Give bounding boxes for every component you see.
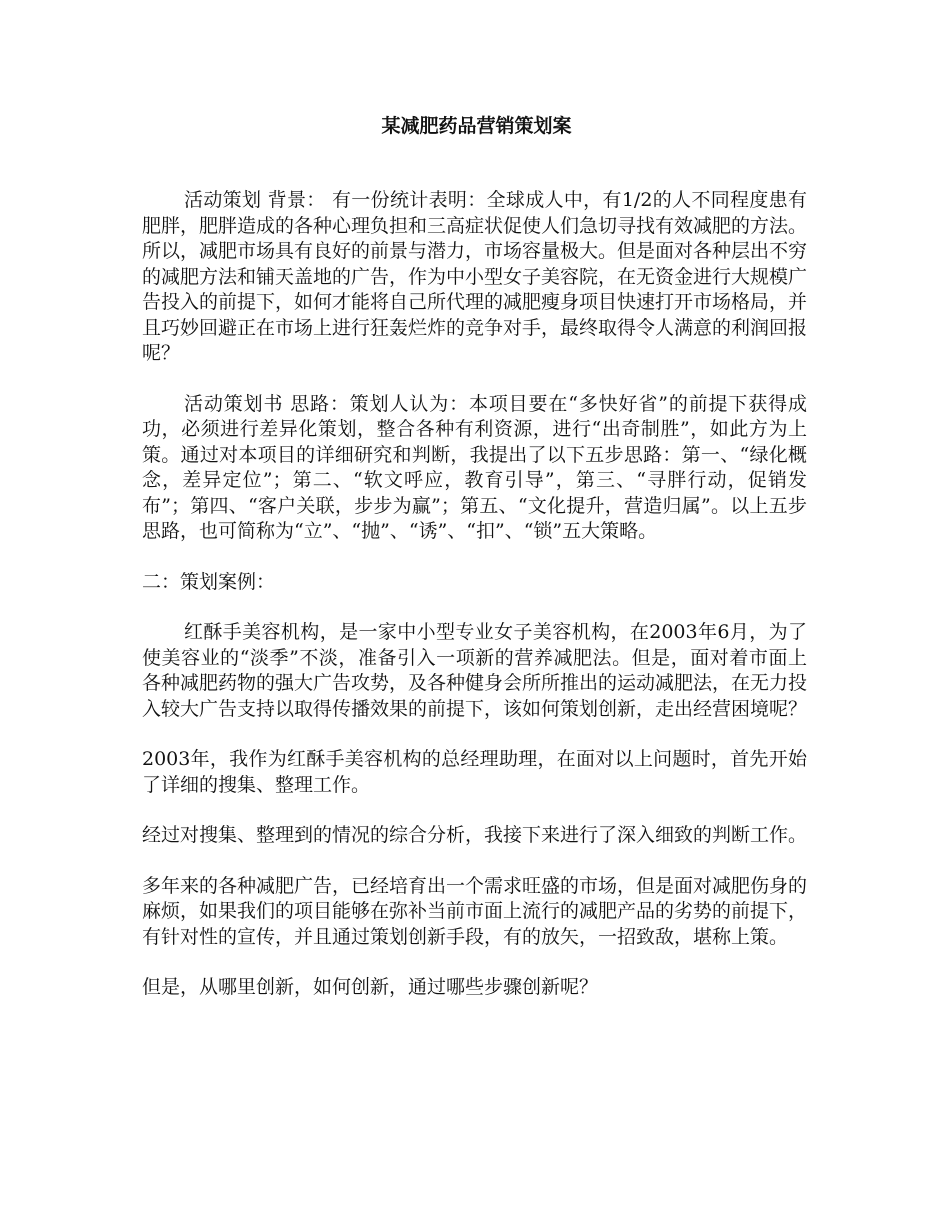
document-page	[142, 112, 807, 1026]
paragraph-approach: 活动策划书 思路：策划人认为：本项目要在“多快好省”的前提下获得成功，必须进行差异化策划，整合各种有利资源，进行“出奇制胜”，如此方为上策。通过对本项目的详细研究和判断，我提出了以下五步思路：第一、“绿化概念，差异定位”；第二、“软文呼应，教育引导”，第三、“寻胖行动，促销发布”；第四、“客户关联，步步为赢”；第五、“文化提升，营造归属”。以上五步思路，也可简称为“立”、“抛”、“诱”、“扣”、“锁”五大策略。	[142, 392, 807, 542]
document-title: 某减肥药品营销策划案	[381, 115, 572, 137]
section-heading-case: 二：策划案例：	[142, 570, 276, 593]
paragraph-analysis: 经过对搜集、整理到的情况的综合分析，我接下来进行了深入细致的判断工作。	[142, 824, 808, 846]
paragraph-question: 但是，从哪里创新，如何创新，通过哪些步骤创新呢？	[142, 976, 599, 998]
paragraph-case-intro: 红酥手美容机构，是一家中小型专业女子美容机构，在2003年6月，为了使美容业的“淡季”不淡，准备引入一项新的营养减肥法。但是，面对着市面上各种减肥药物的强大广告攻势，及各种健身会所所推出的运动减肥法，在无力投入较大广告支持以取得传播效果的前提下，该如何策划创新，走出经营困境呢？	[142, 621, 808, 720]
paragraph-market: 多年来的各种减肥广告，已经培育出一个需求旺盛的市场，但是面对减肥伤身的麻烦，如果我们的项目能够在弥补当前市面上流行的减肥产品的劣势的前提下，有针对性的宣传，并且通过策划创新手段，有的放矢，一招致敌，堪称上策。	[142, 874, 808, 948]
paragraph-background: 活动策划 背景： 有一份统计表明：全球成人中，有1/2的人不同程度患有肥胖，肥胖造成的各种心理负担和三高症状促使人们急切寻找有效减肥的方法。所以，减肥市场具有良好的前景与潜力，市场容量极大。但是面对各种层出不穷的减肥方法和铺天盖地的广告，作为中小型女子美容院，在无资金进行大规模广告投入的前提下，如何才能将自己所代理的减肥瘦身项目快速打开市场格局，并且巧妙回避正在市场上进行狂轰烂炸的竞争对手，最终取得令人满意的利润回报呢？	[142, 189, 808, 364]
paragraph-2003: 2003年，我作为红酥手美容机构的总经理助理，在面对以上问题时，首先开始了详细的搜集、整理工作。	[142, 748, 807, 796]
